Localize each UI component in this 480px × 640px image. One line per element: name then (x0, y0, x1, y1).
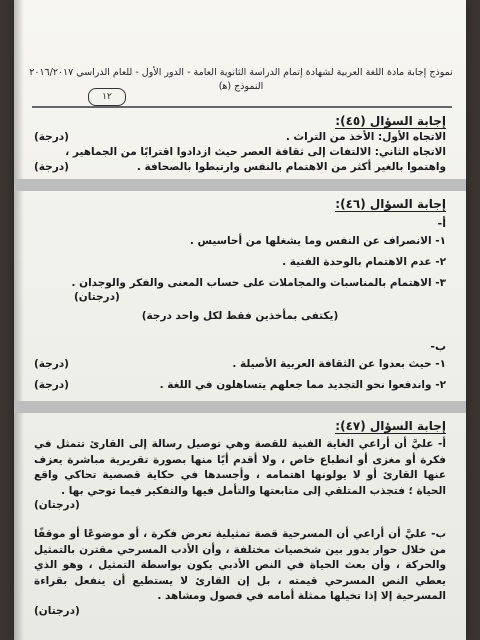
q45-row-1 (34, 130, 446, 145)
exam-paper (14, 0, 466, 640)
section-divider-band (14, 179, 466, 191)
q45-title: إجابة السؤال (٤٥): (335, 114, 446, 128)
q45-score-1: (درجة) (34, 131, 69, 143)
q46-b-item-2: ٢- واندفعوا نحو التجديد مما جعلهم يتساهلون في اللغة . (159, 379, 446, 391)
q47-score-b: (درجتان) (34, 604, 80, 617)
q47-title: إجابة السؤال (٤٧): (335, 419, 446, 433)
q46-item-1: ١- الانصراف عن النفس وما يشغلها من أحاسيس . (189, 235, 446, 247)
page-number-badge: ١٢ (88, 88, 126, 106)
q47-answer-b: ب- عليَّ أن أراعي أن المسرحية قصة تمثيلية تعرض فكرة ، أو موضوعًا أو موقفًا من خلال حوار يدور بين شخصيات مختلفة ، وأن الأدب المسرحي مقترن بالتمثيل والحركة ، وأن بعث الحياة في النص الأدبي يكون بواسطة التمثيل ، وهو الذي يعطي النص المسرحي قيمته ، بل إن القارئ لا يستطيع أن ينفعل بقراءة المسرحية إلا إذا تخيلها ممثلة أمامه في فصول ومشاهد . (34, 528, 446, 602)
q47-answer-a: أ- عليَّ أن أراعي الغاية الفنية للقصة وهي توصيل رسالة إلى القارئ تتمثل في فكرة أو مغزى أو انطباع خاص ، ولا أقدم أيًا منها بصورة تقريرية مباشرة يعزف عنها القارئ أو لا يولونها اهتمامه ، وأجسدها في حكاية قصصية تحاكي واقع الحياة ؛ فتجذب المتلقي إلى متابعتها والتأمل فيها والتفكير فيما توحي بها . (34, 438, 446, 497)
header-model: النموذج (ﻫ) (218, 81, 264, 92)
header-divider (32, 106, 452, 108)
header-title: نموذج إجابة مادة اللغة العربية لشهادة إتمام الدراسة الثانوية العامة - الدور الأول - للعام الدراسي ٢٠١٦/٢٠١٧ (29, 67, 453, 78)
q46-title: إجابة السؤال (٤٦): (335, 197, 446, 211)
q46-b-item-1: ١- حيث بعدوا عن الثقافة العربية الأصيلة . (232, 358, 446, 370)
q46-part-a-label: أ- (437, 217, 446, 230)
q46-b-row-1 (34, 357, 446, 372)
q45-row-3 (34, 160, 446, 175)
q46-b-score-2: (درجة) (34, 379, 69, 391)
q45-line-2: الاتجاه الثاني: الالتفات إلى ثقافة العصر حيث ازدادوا اقترابًا من الجماهير ، (65, 146, 446, 158)
q46-item-2: ٢- عدم الاهتمام بالوحدة الفنية . (282, 256, 446, 268)
answer-content (34, 110, 446, 640)
q47-score-a: (درجتان) (34, 499, 80, 511)
q46-note: (يكتفى بمأخذين فقط لكل واحد درجة) (141, 310, 339, 322)
q46-b-score-1: (درجة) (34, 358, 69, 370)
q46-part-b-label: ب- (430, 340, 446, 353)
q46-item-3: ٣- الاهتمام بالمناسبات والمجاملات على حساب المعنى والفكر والوجدان . (71, 277, 446, 289)
q46-score-a: (درجتان) (74, 291, 120, 303)
q47-score-a-row (34, 499, 446, 511)
q46-b-row-2 (34, 378, 446, 393)
q45-line-1: الاتجاه الأول: الأخذ من التراث . (285, 131, 446, 143)
q45-score-2: (درجة) (34, 161, 69, 173)
section-divider-band-2 (14, 401, 466, 413)
q47-score-b-row (34, 605, 446, 617)
q45-line-3: واهتموا بالغير أكثر من الاهتمام بالنفس وارتبطوا بالصحافة . (136, 161, 446, 173)
paper-crease (14, 0, 24, 640)
q46-score-row (34, 291, 446, 303)
